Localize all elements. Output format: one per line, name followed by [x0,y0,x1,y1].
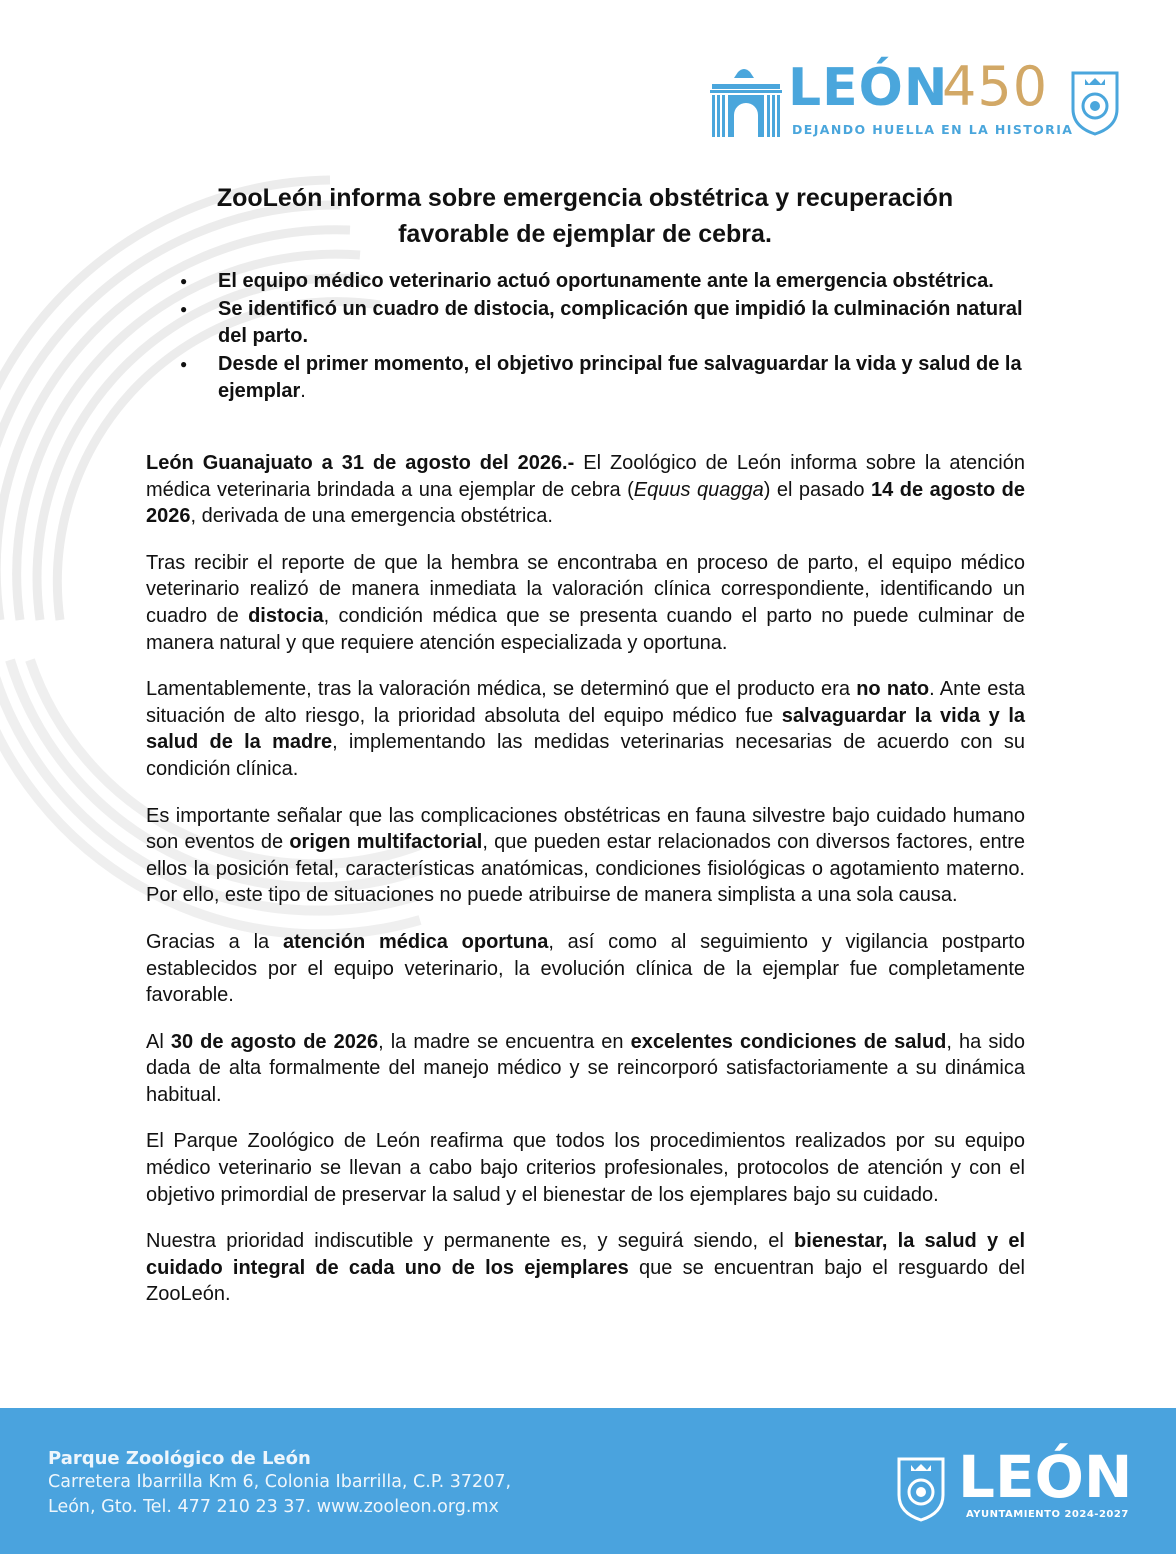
footer-address: Carretera Ibarrilla Km 6, Colonia Ibarrilla, C.P. 37207, [48,1472,512,1492]
emphasis-text: distocia [248,604,324,627]
emphasis-text: origen multifactorial [289,831,483,854]
paragraph-text: Es importante señalar que las complicaciones obstétricas en fauna silvestre bajo cuidado humano son eventos de [146,804,1025,854]
event-date: 14 de agosto de 2026 [146,478,1026,528]
paragraph-text: , implementando las medidas veterinarias necesarias de acuerdo con su condición clínica. [146,731,1025,780]
paragraph-text: , ha sido dada de alta formalmente del manejo médico y se reincorporó satisfactoriamente a su dinámica habitual. [146,1030,1026,1106]
highlights-list [175,268,1035,406]
paragraph-causes [146,803,1025,909]
footer-logo-subtitle: AYUNTAMIENTO 2024-2027 [966,1509,1129,1520]
press-release-title [120,180,1050,252]
arch-lion-icon [708,66,784,138]
paragraph-text: , condición médica que se presenta cuando el parto no puede culminar de manera natural y que requiere atención especializada y oportuna. [146,604,1025,654]
paragraph-text: , así como al seguimiento y vigilancia postparto establecidos por el equipo veterinario, la evolución clínica de la ejemplar fue completamente favorable. [146,930,1025,1007]
emphasis-text: 30 de agosto de 2026 [170,1030,379,1053]
paragraph-text: Lamentablemente, tras la valoración médica, se determinó que el producto era [146,678,857,701]
paragraph-text: Nuestra prioridad indiscutible y permanente es, y seguirá siendo, el [146,1230,795,1253]
paragraph-intro [146,450,1025,530]
highlight-text: El equipo médico veterinario actuó oportunamente ante la emergencia obstétrica. [218,270,994,292]
logo-year-text: 450 [942,55,1049,118]
paragraph-commitment [146,1228,1025,1308]
paragraph-text: , derivada de una emergencia obstétrica. [190,505,553,528]
highlight-item [175,296,1035,351]
logo-tagline: DEJANDO HUELLA EN LA HISTORIA [792,122,1074,137]
paragraph-text: Tras recibir el reporte de que la hembra se encontraba en proceso de parto, el equipo médico veterinario realizó de manera inmediata la valoración clínica correspondiente, identificando un cuadro de [146,551,1025,627]
title-line-1: ZooLeón informa sobre emergencia obstétrica y recuperación [216,184,954,212]
logo-leon-text: LEÓN [788,58,949,118]
highlight-text: Desde el primer momento, el objetivo principal fue salvaguardar la vida y salud de la ejemplar [218,352,1022,402]
paragraph-text: El Parque Zoológico de León reafirma que todos los procedimientos realizados por su equipo médico veterinario se llevan a cabo bajo criterios profesionales, protocolos de atención y con el objetivo primordial de preservar la salud y el bienestar de los ejemplares bajo su cuidado. [146,1130,1025,1206]
emphasis-text: atención médica oportuna [282,930,549,953]
highlight-period: . [300,380,306,402]
highlight-item [175,351,1035,406]
press-release-body [146,450,1025,1328]
paragraph-text: , la madre se encuentra en [378,1030,631,1053]
paragraph-text: El Zoológico de León informa sobre la atención médica veterinaria brindada a una ejemplar de cebra ( [146,452,1025,501]
paragraph-text: que se encuentran bajo el resguardo del ZooLeón. [146,1256,1025,1306]
lion-shield-icon [1070,70,1120,136]
paragraph-text: Al [146,1030,171,1053]
paragraph-diagnosis [146,550,1025,656]
paragraph-text: , que pueden estar relacionados con diversos factores, entre ellos la posición fetal, características anatómicas, condiciones fisiológicas o agotamiento materno. Por ello, este tipo de situaciones no puede atribuirse de manera simplista a una sola causa. [146,831,1025,907]
footer-org-name: Parque Zoológico de León [48,1448,311,1469]
highlight-text: Se identificó un cuadro de distocia, complicación que impidió la culminación natural del parto. [218,297,1023,347]
paragraph-outcome [146,676,1025,782]
highlight-item [175,268,1035,296]
species-name: Equus quagga [633,478,764,501]
emphasis-text: no nato [856,678,930,701]
title-line-2: favorable de ejemplar de cebra. [398,220,772,248]
dateline: León Guanajuato a 31 de agosto del 2026.- [146,452,575,474]
emphasis-text: bienestar, la salud y el cuidado integral de cada uno de los ejemplares [146,1230,1026,1279]
lion-shield-icon [896,1456,946,1522]
footer-band [0,1408,1176,1554]
paragraph-text: . Ante esta situación de alto riesgo, la prioridad absoluta del equipo médico fue [146,678,1025,727]
footer-contact: León, Gto. Tel. 477 210 23 37. www.zooleon.org.mx [48,1497,499,1517]
leon-450-logo [708,55,1128,142]
emphasis-text: salvaguardar la vida y la salud de la madre [146,704,1025,754]
paragraph-recovery [146,929,1025,1009]
paragraph-text: ) el pasado [763,478,872,501]
paragraph-status [146,1029,1025,1109]
paragraph-procedures [146,1128,1025,1208]
footer-logo-leon: LEÓN [958,1443,1133,1511]
paragraph-text: Gracias a la [146,930,283,953]
emphasis-text: excelentes condiciones de salud [630,1030,947,1053]
